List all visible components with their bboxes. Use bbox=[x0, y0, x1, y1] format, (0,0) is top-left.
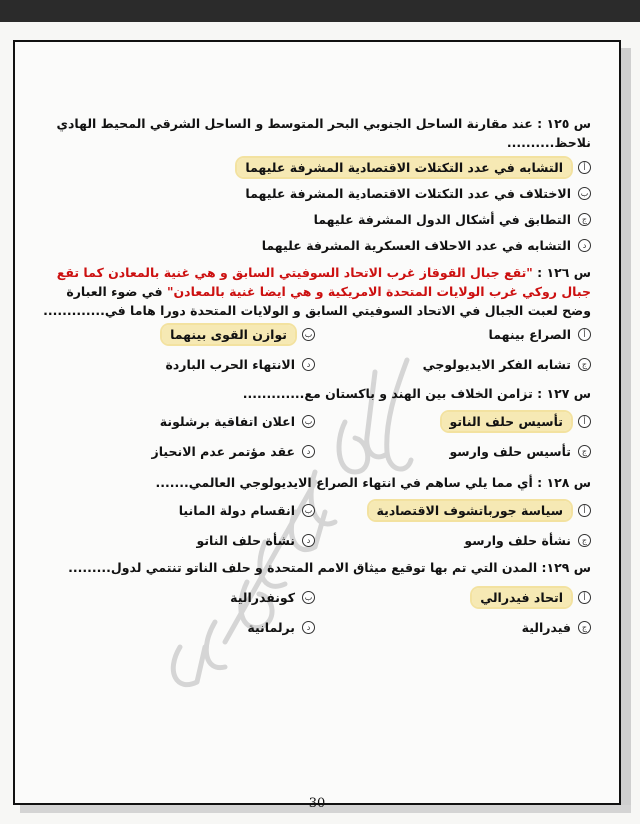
option-b[interactable] bbox=[39, 320, 315, 350]
question-text: تزامن الخلاف بين الهند و باكستان مع............. bbox=[242, 386, 533, 401]
option-row bbox=[39, 526, 591, 556]
option-row bbox=[39, 437, 591, 467]
option-row bbox=[39, 496, 591, 526]
question-text: في ضوء العبارة وضح لعبت الجبال في الاتحاد السوفيتي السابق و الولايات المتحدة دورا هاما في............. bbox=[43, 284, 591, 318]
option-circle-icon: د bbox=[302, 534, 315, 547]
option-c[interactable] bbox=[315, 437, 591, 467]
option-text: كونفدرالية bbox=[230, 590, 295, 605]
option-circle-icon: ج bbox=[578, 445, 591, 458]
option-c[interactable] bbox=[315, 526, 591, 556]
option-a[interactable] bbox=[315, 583, 591, 613]
top-bar bbox=[0, 0, 640, 22]
option-circle-icon: ب bbox=[302, 591, 315, 604]
option-circle-icon: ج bbox=[578, 358, 591, 371]
option-row bbox=[39, 613, 591, 643]
question-number: س ١٢٨ : bbox=[537, 475, 591, 490]
option-text: نشأة حلف وارسو bbox=[464, 533, 571, 548]
option-d[interactable] bbox=[39, 437, 315, 467]
option-row bbox=[39, 320, 591, 350]
option-text: توازن القوى بينهما bbox=[162, 325, 295, 344]
page-sheet bbox=[0, 22, 640, 824]
option-text: تأسيس حلف وارسو bbox=[449, 444, 571, 459]
question-number: س ١٢٧ : bbox=[537, 386, 591, 401]
option-circle-icon: د bbox=[302, 621, 315, 634]
page-number: 30 bbox=[308, 796, 326, 811]
page-frame bbox=[13, 40, 621, 811]
question-129 bbox=[39, 558, 591, 643]
option-text: التشابه في عدد التكتلات الاقتصادية المشرفة عليهما bbox=[237, 158, 571, 177]
option-row bbox=[39, 350, 591, 380]
option-c[interactable] bbox=[315, 350, 591, 380]
option-circle-icon: أ bbox=[578, 415, 591, 428]
option-b[interactable] bbox=[39, 583, 315, 613]
option-a[interactable] bbox=[315, 320, 591, 350]
question-number: س ١٢٩: bbox=[541, 560, 591, 575]
option-row bbox=[39, 407, 591, 437]
question-text: المدن التي تم بها توقيع ميثاق الامم المتحدة و حلف الناتو تنتمي لدول......... bbox=[68, 560, 538, 575]
option-text: اتحاد فيدرالي bbox=[472, 588, 571, 607]
option-text: فيدرالية bbox=[521, 620, 571, 635]
option-d[interactable] bbox=[39, 526, 315, 556]
question-number: س ١٢٦ : bbox=[537, 265, 591, 280]
option-text: تشابه الفكر الايديولوجي bbox=[422, 357, 571, 372]
option-b[interactable] bbox=[39, 181, 591, 207]
option-circle-icon: ب bbox=[302, 328, 315, 341]
option-d[interactable] bbox=[39, 233, 591, 259]
question-126 bbox=[39, 263, 591, 380]
option-circle-icon: أ bbox=[578, 591, 591, 604]
questions-content bbox=[39, 52, 591, 643]
question-quote: "تقع جبال القوقاز غرب الاتحاد السوفيتي السابق و هي غنية بالمعادن كما تقع جبال روكي غرب الولايات المتحدة الامريكية و هي ايضا غنية بالمعادن" bbox=[56, 265, 591, 299]
option-circle-icon: د bbox=[302, 358, 315, 371]
option-d[interactable] bbox=[39, 350, 315, 380]
option-text: سياسة جورباتشوف الاقتصادية bbox=[369, 501, 571, 520]
option-circle-icon: ج bbox=[578, 621, 591, 634]
option-text: الاختلاف في عدد التكتلات الاقتصادية المشرفة عليهما bbox=[245, 186, 571, 201]
question-text: أي مما يلي ساهم في انتهاء الصراع الايديولوجي العالمي....... bbox=[155, 475, 533, 490]
option-circle-icon: د bbox=[302, 445, 315, 458]
option-text: برلمانية bbox=[247, 620, 295, 635]
option-text: تأسيس حلف الناتو bbox=[442, 412, 571, 431]
option-text: عقد مؤتمر عدم الانحياز bbox=[151, 444, 295, 459]
option-circle-icon: ب bbox=[302, 415, 315, 428]
option-text: نشأة حلف الناتو bbox=[196, 533, 295, 548]
question-text: عند مقارنة الساحل الجنوبي البحر المتوسط و الساحل الشرقي المحيط الهادي نلاحظ.......... bbox=[56, 116, 591, 150]
option-circle-icon: أ bbox=[578, 328, 591, 341]
option-a[interactable] bbox=[315, 407, 591, 437]
option-d[interactable] bbox=[39, 613, 315, 643]
option-circle-icon: ج bbox=[578, 534, 591, 547]
page-shadow-right bbox=[621, 48, 631, 813]
question-125 bbox=[39, 114, 591, 259]
option-circle-icon: ب bbox=[578, 187, 591, 200]
option-row bbox=[39, 583, 591, 613]
option-a[interactable] bbox=[315, 496, 591, 526]
option-text: الانتهاء الحرب الباردة bbox=[165, 357, 295, 372]
option-text: التشابه في عدد الاحلاف العسكرية المشرفة عليهما bbox=[261, 238, 571, 253]
question-127 bbox=[39, 384, 591, 467]
option-circle-icon: أ bbox=[578, 504, 591, 517]
option-circle-icon: ج bbox=[578, 213, 591, 226]
option-c[interactable] bbox=[39, 207, 591, 233]
option-text: التطابق في أشكال الدول المشرفة عليهما bbox=[313, 212, 571, 227]
option-c[interactable] bbox=[315, 613, 591, 643]
option-b[interactable] bbox=[39, 496, 315, 526]
question-number: س ١٢٥ : bbox=[537, 116, 591, 131]
option-circle-icon: ب bbox=[302, 504, 315, 517]
option-b[interactable] bbox=[39, 407, 315, 437]
option-text: اعلان اتفاقية برشلونة bbox=[159, 414, 295, 429]
option-text: انقسام دولة المانيا bbox=[178, 503, 295, 518]
option-a[interactable] bbox=[39, 155, 591, 181]
option-text: الصراع بينهما bbox=[488, 327, 571, 342]
option-circle-icon: أ bbox=[578, 161, 591, 174]
question-128 bbox=[39, 473, 591, 556]
option-circle-icon: د bbox=[578, 239, 591, 252]
